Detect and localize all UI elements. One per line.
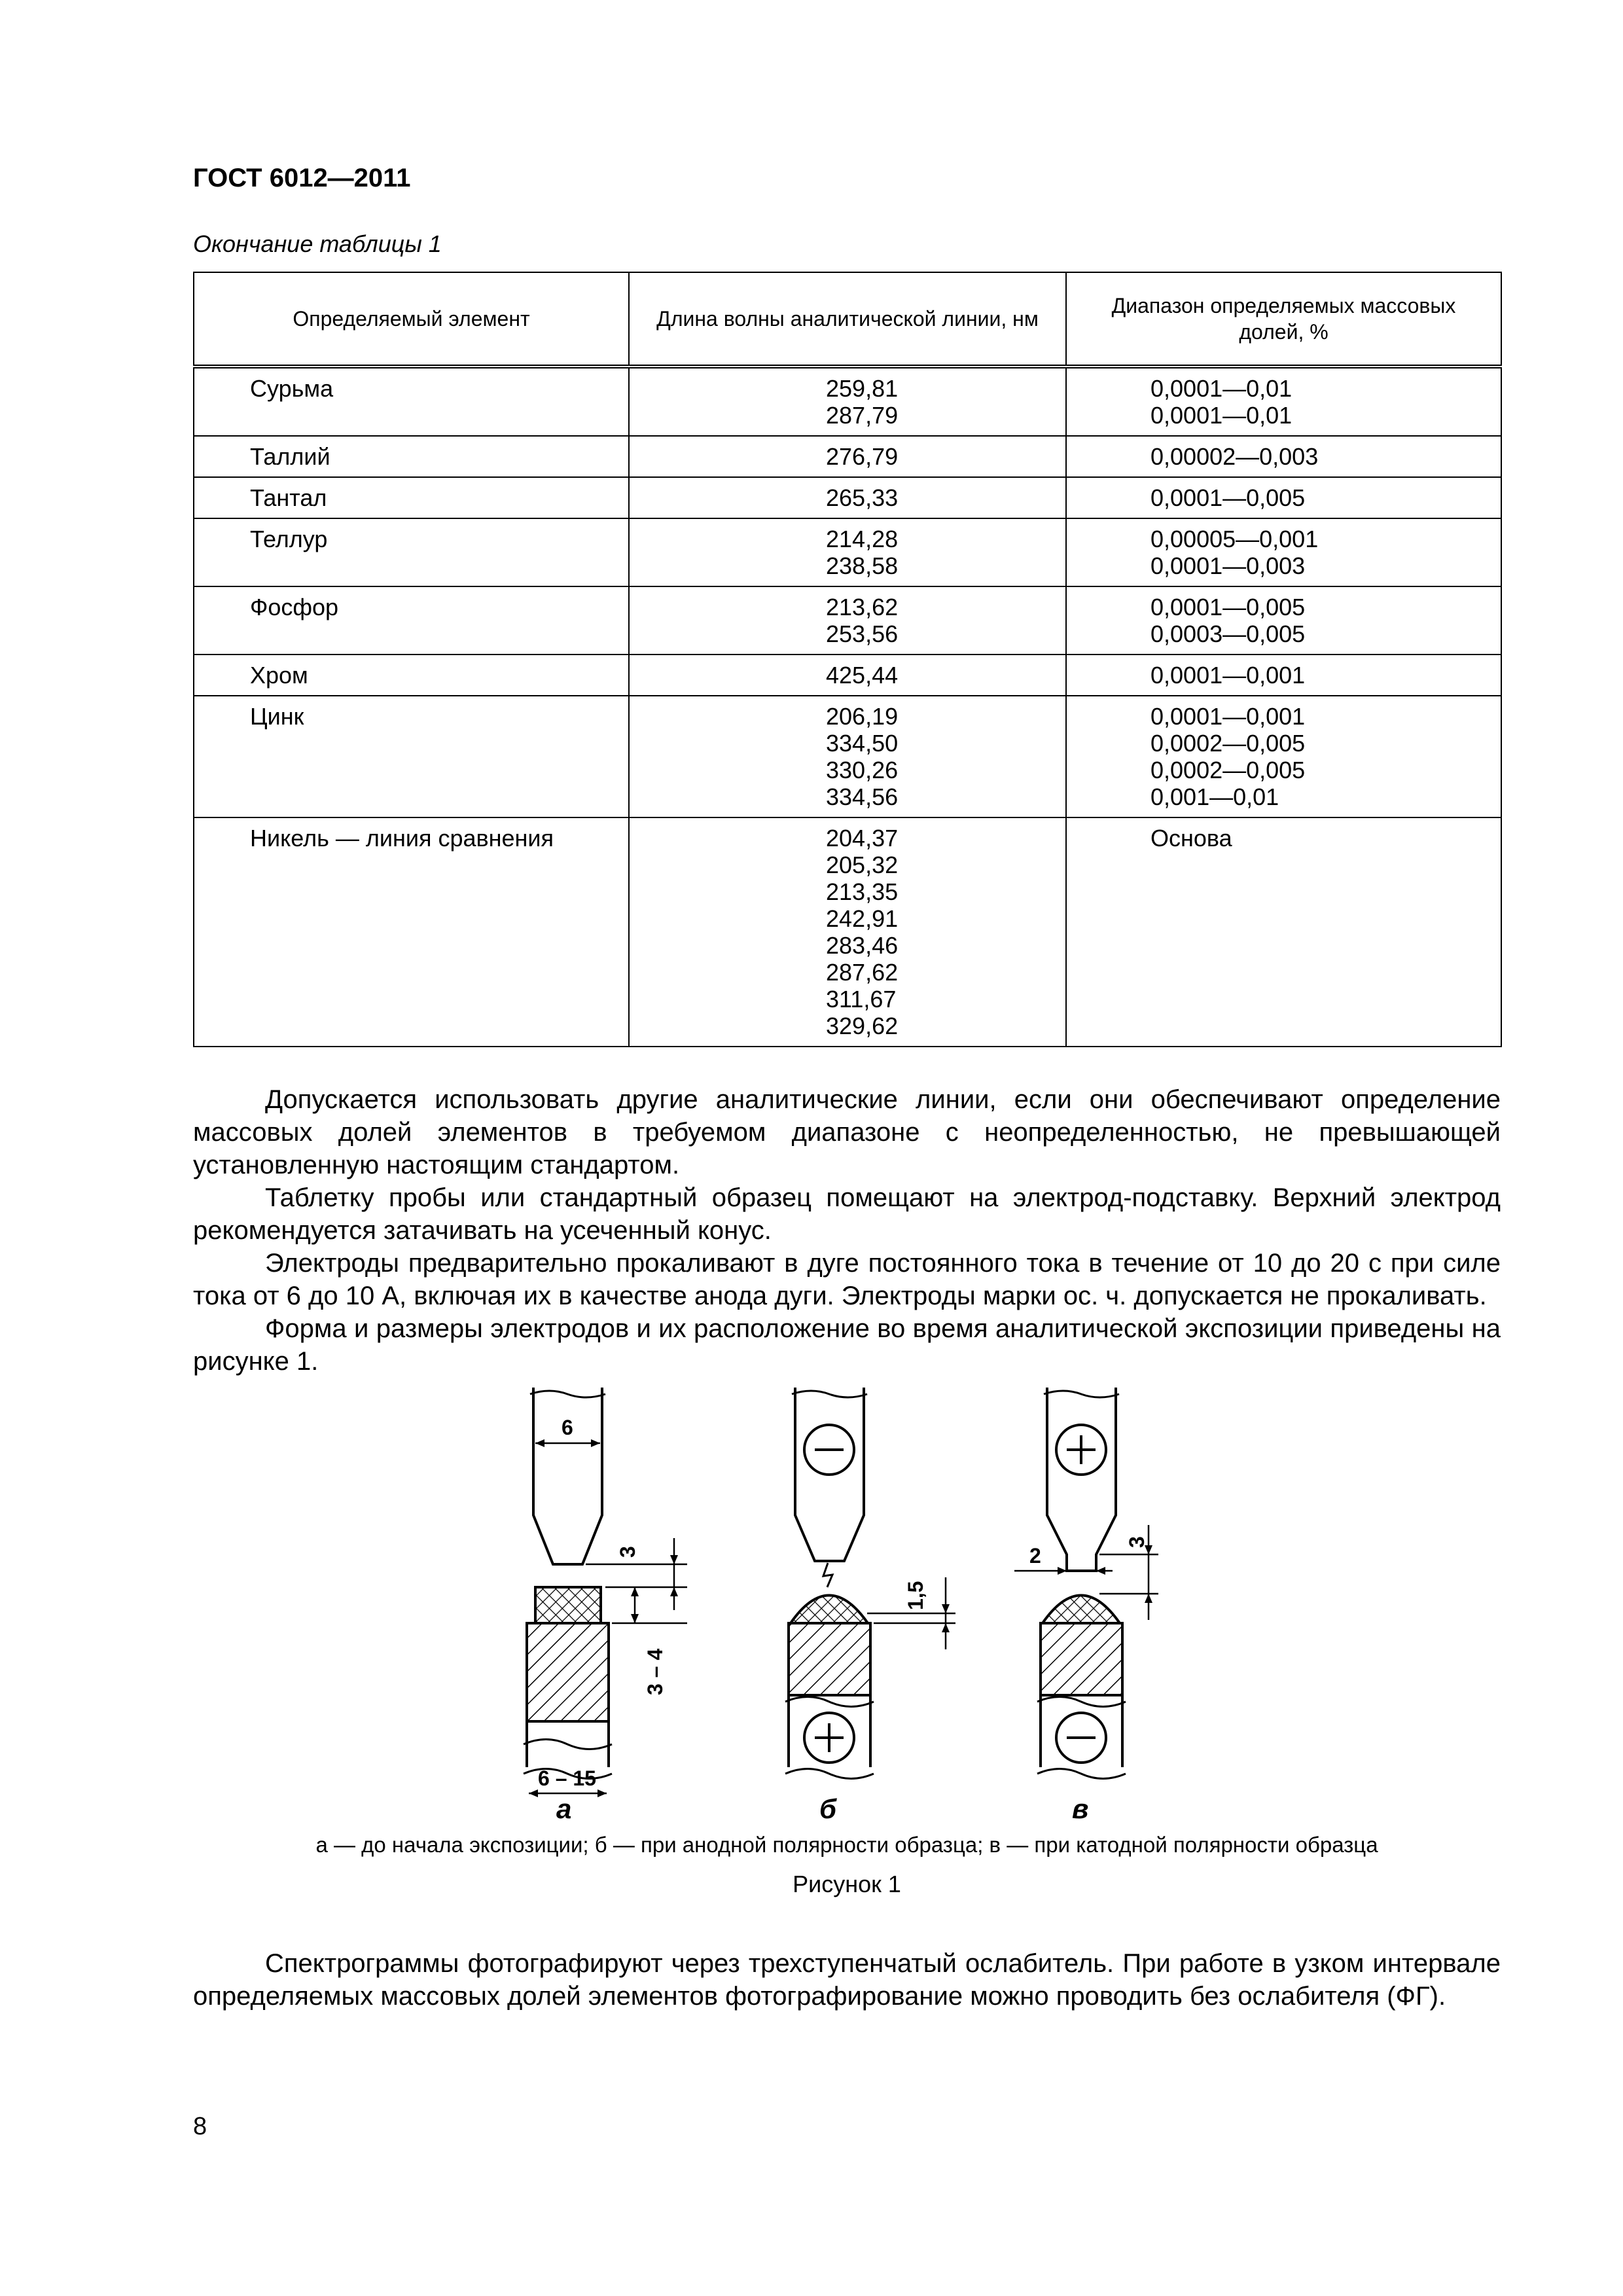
table-header-row xyxy=(194,272,1501,367)
wavelength-value: 253,56 xyxy=(826,620,899,647)
wavelength-value: 213,62 xyxy=(826,594,899,620)
data-table xyxy=(193,272,1502,1047)
table-row xyxy=(194,436,1501,477)
closing-text xyxy=(193,1947,1501,2013)
paragraph: Электроды предварительно прокаливают в дуге постоянного тока в течение от 10 до 20 с при силе тока от 6 до 10 А, включая их в качестве анода дуги. Электроды марки ос. ч. допускается не прокаливать. xyxy=(193,1249,1501,1310)
figure-label-b: б xyxy=(819,1793,837,1824)
figure-legend: а — до начала экспозиции; б — при анодной полярности образца; в — при катодной полярности образца xyxy=(315,1833,1378,1857)
element-name: Хром xyxy=(250,662,308,689)
range-value: 0,00005—0,001 xyxy=(1150,526,1319,552)
range-value: 0,0001—0,003 xyxy=(1150,552,1306,579)
table-row xyxy=(194,586,1501,655)
cell-range xyxy=(1066,696,1501,817)
page-number: 8 xyxy=(193,2113,207,2140)
cell-element xyxy=(194,696,629,817)
wavelength-value: 214,28 xyxy=(826,526,899,552)
table-row xyxy=(194,696,1501,817)
column-header-range: Диапазон определяемых массовых долей, % xyxy=(1066,272,1501,367)
figure-title: Рисунок 1 xyxy=(793,1871,901,1897)
cell-wavelength xyxy=(629,696,1066,817)
cell-range xyxy=(1066,367,1501,436)
range-value: 0,0002—0,005 xyxy=(1150,757,1306,783)
table-row xyxy=(194,367,1501,436)
electrode-b xyxy=(785,1388,955,1779)
cell-wavelength xyxy=(629,817,1066,1047)
wavelength-value: 259,81 xyxy=(826,375,899,402)
range-value: 0,0002—0,005 xyxy=(1150,730,1306,757)
element-name: Цинк xyxy=(250,703,304,730)
wavelength-value: 329,62 xyxy=(826,1013,899,1039)
dim-a-height: 3 – 4 xyxy=(643,1648,667,1695)
wavelength-value: 276,79 xyxy=(826,443,899,470)
dim-a-gap: 3 xyxy=(616,1546,639,1558)
paragraph: Допускается использовать другие аналитические линии, если они обеспечивают определение массовых долей элементов в требуемом диапазоне с неопределенностью, не превышающей установленную настоящим стандартом. xyxy=(193,1085,1501,1179)
cell-element xyxy=(194,367,629,436)
element-name: Таллий xyxy=(250,443,330,470)
range-value: 0,00002—0,003 xyxy=(1150,443,1319,470)
cell-wavelength xyxy=(629,477,1066,518)
cell-range xyxy=(1066,436,1501,477)
dim-c-tip: 2 xyxy=(1029,1544,1041,1568)
cell-wavelength xyxy=(629,436,1066,477)
table-row xyxy=(194,655,1501,696)
wavelength-value: 287,62 xyxy=(826,959,899,986)
cell-wavelength xyxy=(629,655,1066,696)
wavelength-value: 334,56 xyxy=(826,783,899,810)
wavelength-value: 205,32 xyxy=(826,852,899,878)
range-value: 0,001—0,01 xyxy=(1150,783,1279,810)
figure-label-c: в xyxy=(1072,1793,1089,1824)
range-value: 0,0001—0,005 xyxy=(1150,484,1306,511)
electrodes-drawing xyxy=(510,1388,1165,1833)
wavelength-value: 311,67 xyxy=(826,986,897,1013)
element-name: Теллур xyxy=(250,526,328,552)
element-name: Никель — линия сравнения xyxy=(250,825,554,852)
range-value: 0,0001—0,001 xyxy=(1150,703,1306,730)
range-value: 0,0001—0,01 xyxy=(1150,375,1293,402)
wavelength-value: 206,19 xyxy=(826,703,899,730)
wavelength-value: 213,35 xyxy=(826,878,899,905)
cell-element xyxy=(194,655,629,696)
cell-range xyxy=(1066,586,1501,655)
document-header: ГОСТ 6012—2011 xyxy=(193,164,411,192)
element-name: Фосфор xyxy=(250,594,339,620)
cell-wavelength xyxy=(629,586,1066,655)
cell-wavelength xyxy=(629,518,1066,586)
cell-element xyxy=(194,518,629,586)
range-value: 0,0001—0,005 xyxy=(1150,594,1306,620)
dim-a-width-bottom: 6 – 15 xyxy=(538,1767,596,1790)
wavelength-value: 238,58 xyxy=(826,552,899,579)
cell-range xyxy=(1066,817,1501,1047)
column-header-wavelength: Длина волны аналитической линии, нм xyxy=(629,272,1066,367)
figure-label-a: а xyxy=(556,1793,572,1824)
wavelength-value: 283,46 xyxy=(826,932,899,959)
range-value: 0,0001—0,01 xyxy=(1150,402,1293,429)
range-value: 0,0003—0,005 xyxy=(1150,620,1306,647)
table-caption: Окончание таблицы 1 xyxy=(193,230,442,257)
element-name: Сурьма xyxy=(250,375,334,402)
cell-element xyxy=(194,817,629,1047)
cell-range xyxy=(1066,655,1501,696)
wavelength-value: 330,26 xyxy=(826,757,899,783)
wavelength-value: 204,37 xyxy=(826,825,899,852)
wavelength-value: 425,44 xyxy=(826,662,899,689)
body-text xyxy=(193,1083,1501,1378)
range-value: 0,0001—0,001 xyxy=(1150,662,1306,689)
cell-wavelength xyxy=(629,367,1066,436)
paragraph: Спектрограммы фотографируют через трехступенчатый ослабитель. При работе в узком интервале определяемых массовых долей элементов фотографирование можно проводить без ослабителя (ФГ). xyxy=(193,1949,1501,2011)
figure-electrodes xyxy=(510,1388,1165,1833)
paragraph: Таблетку пробы или стандартный образец помещают на электрод-подставку. Верхний электрод рекомендуется затачивать на усеченный конус. xyxy=(193,1183,1501,1245)
column-header-element: Определяемый элемент xyxy=(194,272,629,367)
range-value: Основа xyxy=(1150,825,1232,852)
wavelength-value: 242,91 xyxy=(826,905,899,932)
dim-b-gap: 1,5 xyxy=(904,1581,927,1610)
cell-element xyxy=(194,477,629,518)
electrode-a xyxy=(524,1388,687,1797)
wavelength-value: 334,50 xyxy=(826,730,899,757)
element-name: Тантал xyxy=(250,484,327,511)
cell-range xyxy=(1066,518,1501,586)
dim-c-gap: 3 xyxy=(1125,1536,1149,1548)
wavelength-value: 265,33 xyxy=(826,484,899,511)
table-row xyxy=(194,817,1501,1047)
cell-range xyxy=(1066,477,1501,518)
table-body xyxy=(194,367,1501,1047)
table-row xyxy=(194,477,1501,518)
cell-element xyxy=(194,436,629,477)
cell-element xyxy=(194,586,629,655)
table-row xyxy=(194,518,1501,586)
paragraph: Форма и размеры электродов и их расположение во время аналитической экспозиции приведены на рисунке 1. xyxy=(193,1314,1501,1376)
wavelength-value: 287,79 xyxy=(826,402,899,429)
electrode-c xyxy=(1014,1388,1158,1779)
dim-a-width-top: 6 xyxy=(562,1416,573,1439)
